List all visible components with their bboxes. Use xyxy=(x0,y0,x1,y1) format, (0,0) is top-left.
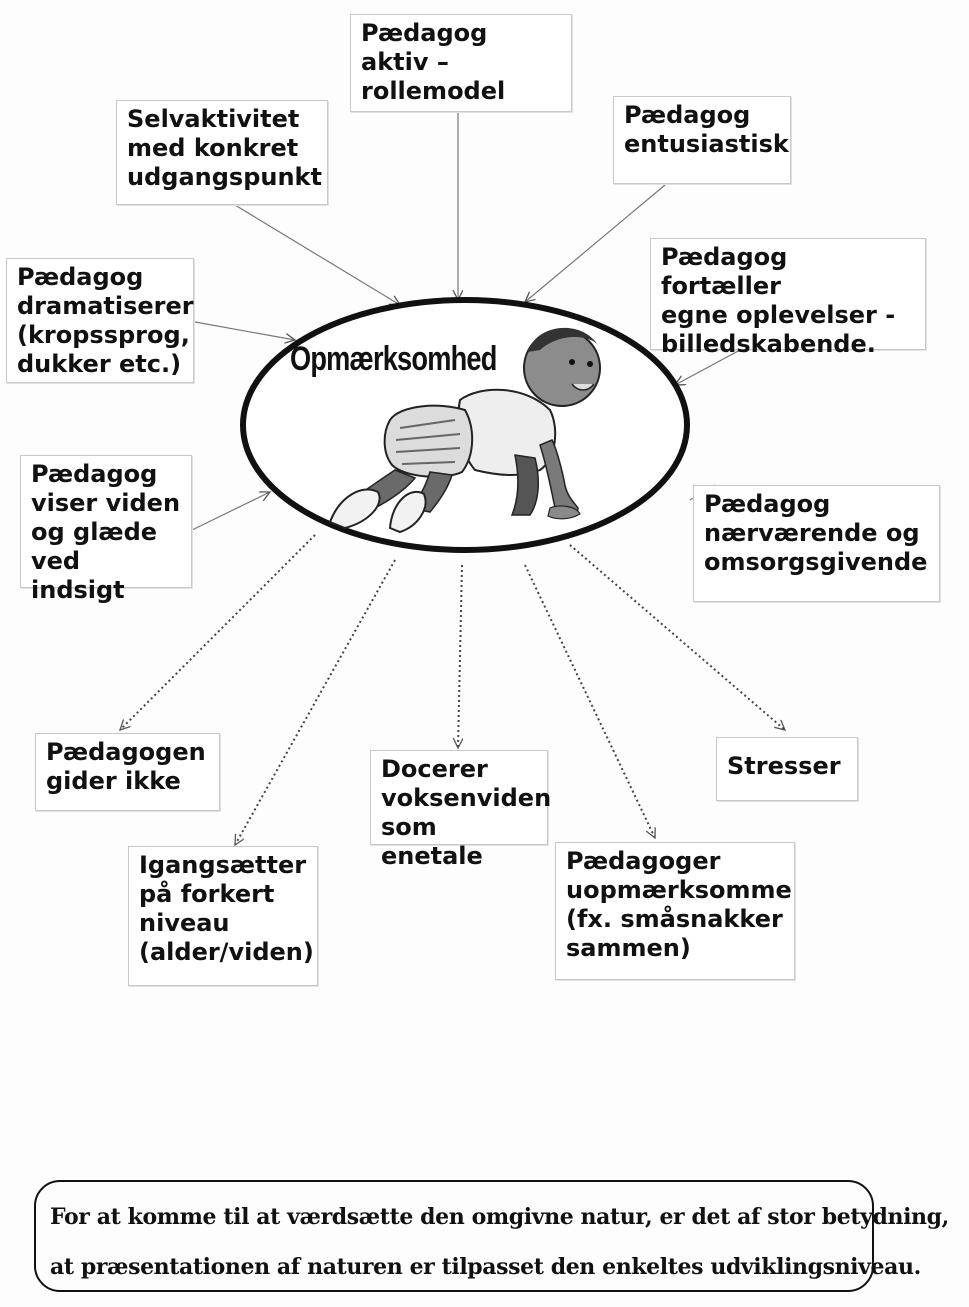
arrow-p4 xyxy=(195,322,295,340)
box-paedagog-entusiastisk: Pædagog entusiastisk xyxy=(613,96,791,184)
box-paedagogen-gider-ikke: Pædagogen gider ikke xyxy=(35,733,220,811)
box-stresser: Stresser xyxy=(716,737,858,801)
box-paedagog-dramatiserer: Pædagog dramatiserer (kropssprog, dukker etc.) xyxy=(6,258,194,383)
footer-statement xyxy=(34,1180,949,1292)
footer-line-1: For at komme til at værdsætte den omgivne natur, er det af stor betydning, xyxy=(50,1204,949,1230)
footer-line-2: at præsentationen af naturen er tilpasset den enkeltes udviklingsniveau. xyxy=(50,1254,921,1280)
box-igangsaetter-forkert-niveau: Igangsætter på forkert niveau (alder/viden) xyxy=(128,846,318,986)
box-selvaktivitet: Selvaktivitet med konkret udgangspunkt xyxy=(116,100,328,205)
box-paedagoger-uopmaerksomme: Pædagoger uopmærksomme (fx. småsnakker sammen) xyxy=(555,842,795,980)
box-paedagog-aktiv-rollemodel: Pædagog aktiv – rollemodel xyxy=(350,14,572,112)
box-docerer-voksenviden: Docerer voksenviden som enetale xyxy=(370,750,548,845)
box-paedagog-fortaeller: Pædagog fortæller egne oplevelser - billedskabende. xyxy=(650,238,926,350)
arrow-n3 xyxy=(458,565,462,748)
box-paedagog-viser-viden: Pædagog viser viden og glæde ved indsigt xyxy=(20,455,192,588)
arrow-p2 xyxy=(235,205,400,305)
box-paedagog-naervaerende: Pædagog nærværende og omsorgsgivende xyxy=(693,485,940,602)
arrow-p3 xyxy=(525,185,665,302)
arrow-p6 xyxy=(192,492,270,530)
center-label: Opmærksomhed xyxy=(290,340,497,378)
